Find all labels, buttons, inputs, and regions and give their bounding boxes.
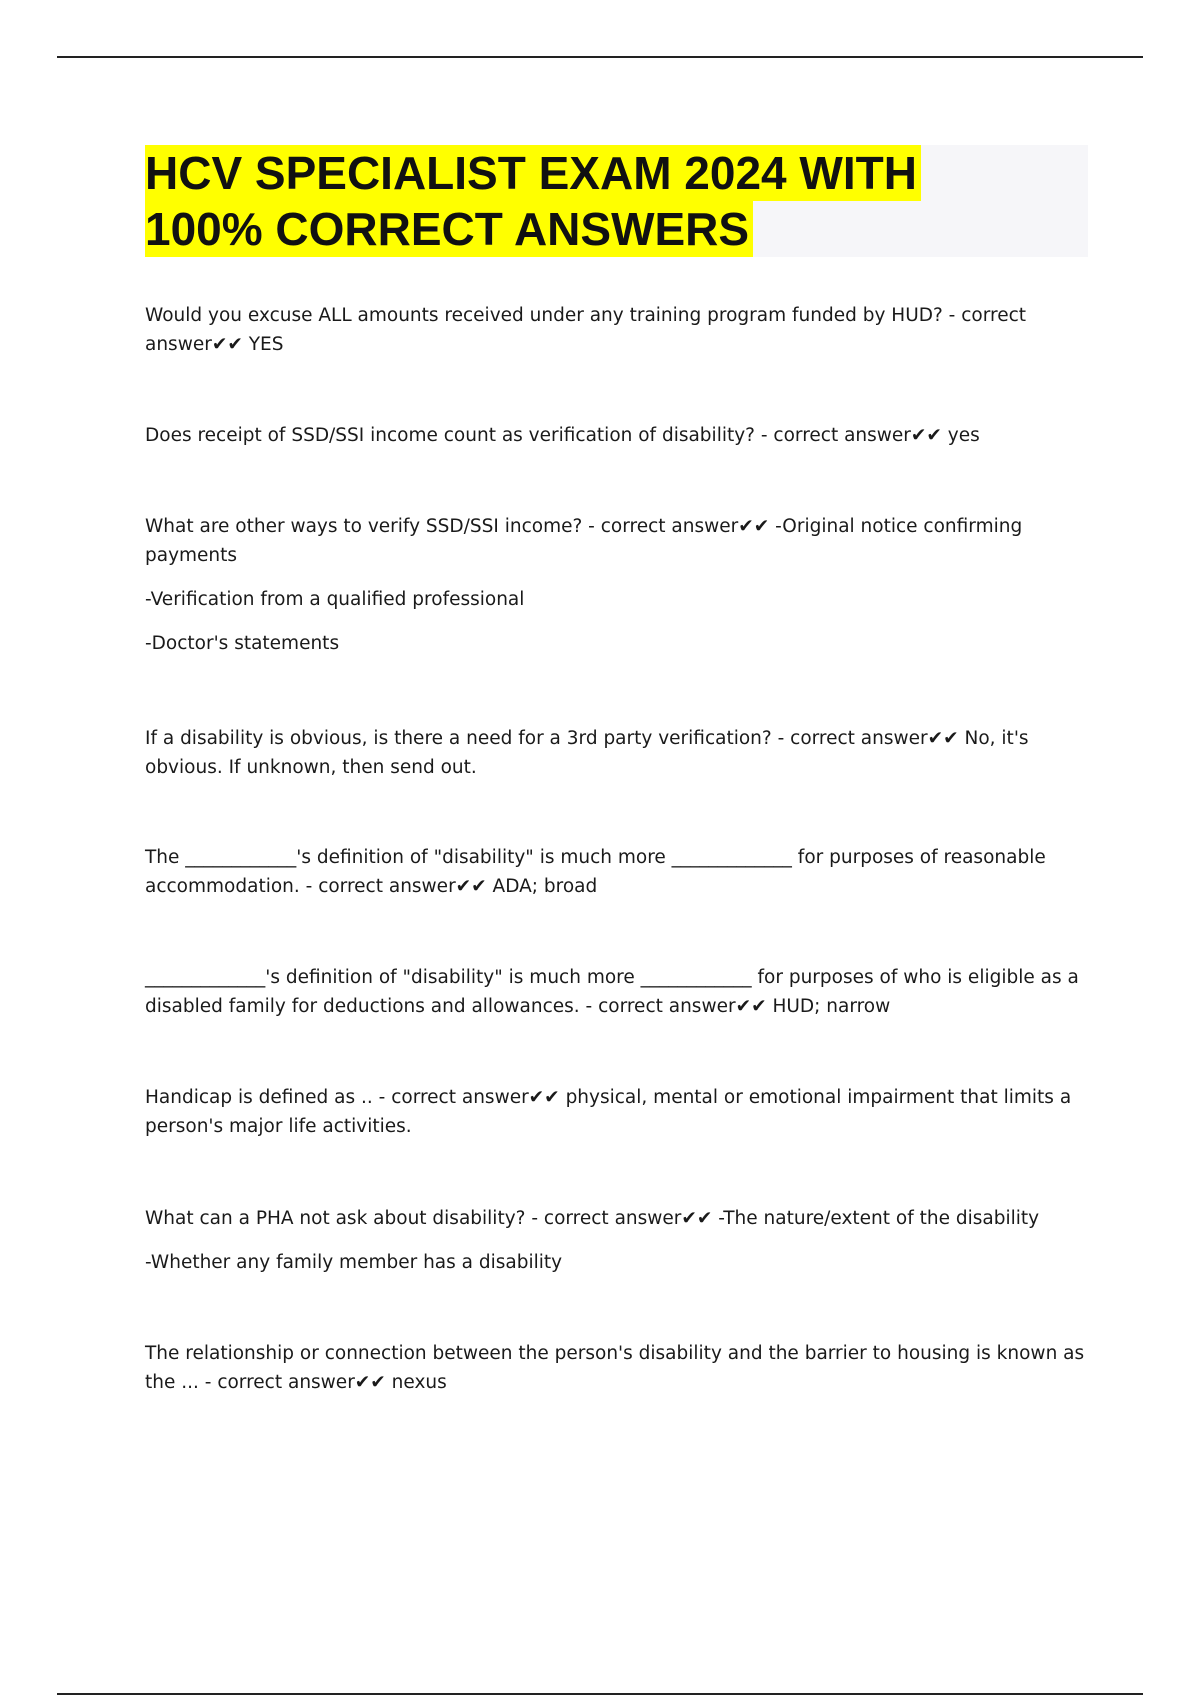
qa-item-2 bbox=[145, 421, 1095, 450]
qa-item-9 bbox=[145, 1339, 1095, 1397]
qa-item-text: The relationship or connection between the person's disability and the barrier to housing is known as the ... - correct answer✔✔ nexus bbox=[145, 1343, 1085, 1393]
qa-item-text: -Verification from a qualified professional bbox=[145, 589, 525, 610]
qa-item-3 bbox=[145, 512, 1095, 658]
qa-item-text: Does receipt of SSD/SSI income count as verification of disability? - correct answer✔✔ yes bbox=[145, 425, 980, 446]
qa-item-text: _____________'s definition of "disability" is much more ____________ for purposes of who is eligible as a disabled family for deductions and allowances. - correct answer✔✔ HUD; narrow bbox=[145, 967, 1079, 1017]
qa-item-7 bbox=[145, 1083, 1095, 1141]
title-line-1: HCV SPECIALIST EXAM 2024 WITH bbox=[145, 145, 921, 201]
qa-item-text: -Whether any family member has a disability bbox=[145, 1252, 563, 1273]
qa-item-text: Handicap is defined as .. - correct answer✔✔ physical, mental or emotional impairment that limits a person's major life activities. bbox=[145, 1087, 1072, 1137]
qa-item-5 bbox=[145, 843, 1095, 901]
qa-item-1 bbox=[145, 301, 1095, 359]
qa-item-text: What are other ways to verify SSD/SSI income? - correct answer✔✔ -Original notice confirming payments bbox=[145, 516, 1023, 566]
qa-item-text: Would you excuse ALL amounts received under any training program funded by HUD? - correct answer✔✔ YES bbox=[145, 305, 1027, 355]
qa-item-text: -Doctor's statements bbox=[145, 633, 340, 654]
top-rule bbox=[57, 56, 1143, 58]
qa-item-6 bbox=[145, 963, 1095, 1021]
title-line-2: 100% CORRECT ANSWERS bbox=[145, 201, 753, 257]
qa-item-text: What can a PHA not ask about disability? - correct answer✔✔ -The nature/extent of the disability bbox=[145, 1208, 1040, 1229]
qa-item-8 bbox=[145, 1204, 1095, 1277]
qa-item-text: If a disability is obvious, is there a need for a 3rd party verification? - correct answer✔✔ No, it's obvious. If unknown, then send out. bbox=[145, 728, 1029, 778]
qa-item-4 bbox=[145, 724, 1095, 782]
qa-item-text: The ____________'s definition of "disability" is much more _____________ for purposes of reasonable accommodation. - correct answer✔✔ ADA; broad bbox=[145, 847, 1046, 897]
document-title bbox=[145, 145, 1088, 257]
bottom-rule bbox=[57, 1693, 1143, 1695]
